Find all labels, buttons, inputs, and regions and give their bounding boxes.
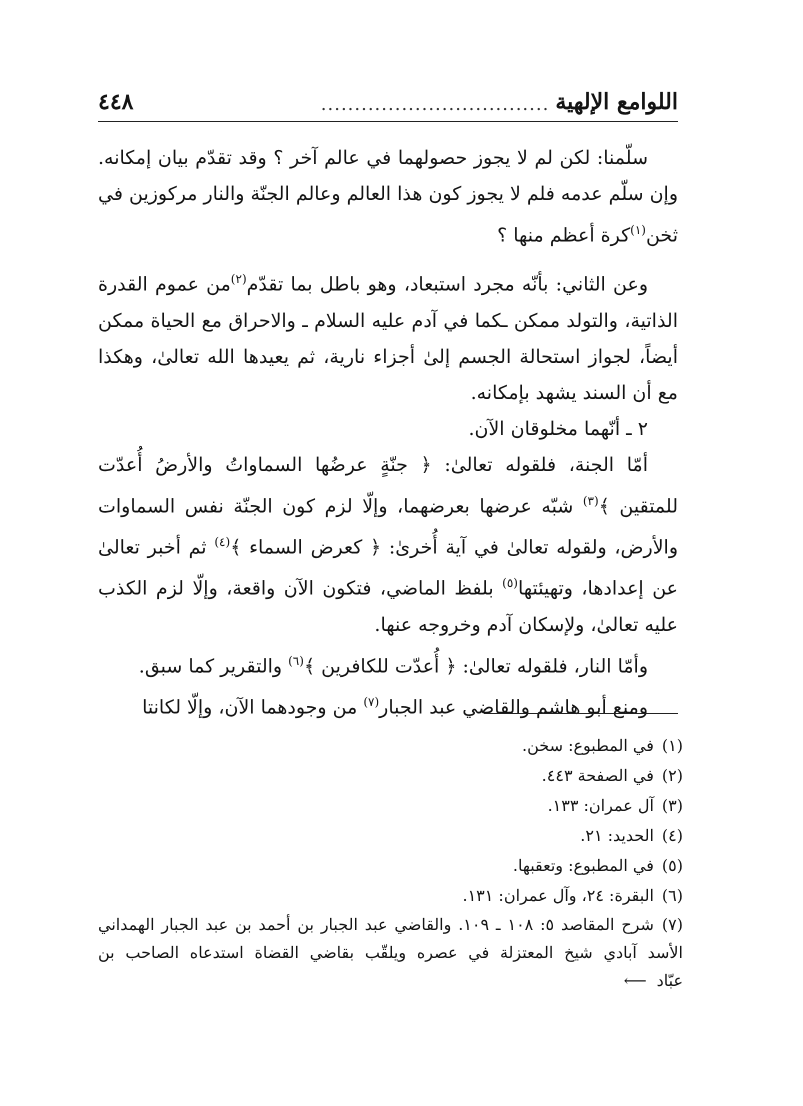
footnote-3	[98, 791, 683, 821]
footnote-separator	[484, 713, 678, 714]
paragraph-5	[98, 684, 678, 725]
paragraph-5-text-a: ومنع أبو هاشم والقاضي عبد الجبار	[379, 696, 648, 719]
footnote-6	[98, 881, 683, 911]
footnote-mark: (٦)	[661, 886, 683, 905]
footnote-ref-5[interactable]: (٥)	[502, 576, 518, 591]
paragraph-1-text: سلّمنا: لكن لم لا يجوز حصولهما في عالم آخر ؟ وقد تقدّم بيان إمكانه. وإن سلّم عدمه فلم لا يجوز كون هذا العالم وعالم الجنّة والنار مركوزين في ثخن	[98, 147, 678, 247]
paragraph-3	[98, 447, 678, 643]
footnote-ref-1[interactable]: (١)	[630, 223, 646, 237]
footnote-text: في المطبوع: سخن.	[522, 736, 654, 755]
page-number: ٤٤٨	[98, 89, 134, 115]
footnote-text: آل عمران: ١٣٣.	[547, 796, 654, 815]
footnote-mark: (١)	[661, 736, 683, 755]
paragraph-3-text-a: أمّا الجنة، فلقوله تعالىٰ: ﴿ جنّةٍ عرضُها السماواتُ والأرضُ أُعدّت للمتقين ﴾	[98, 453, 678, 517]
continuation-arrow-icon: ⟵	[623, 971, 647, 990]
header-title-group	[321, 89, 678, 115]
paragraph-4	[98, 643, 678, 684]
leader-dots: ..................................	[320, 94, 550, 115]
footnote-mark: (٢)	[661, 766, 683, 785]
paragraph-5-text-b: من وجودهما الآن، وإلّا لكانتا	[142, 696, 358, 719]
footnote-ref-3[interactable]: (٣)	[582, 493, 599, 508]
footnote-ref-4[interactable]: (٤)	[214, 534, 231, 549]
paragraph-2	[98, 261, 678, 410]
footnote-mark: (٥)	[661, 856, 683, 875]
footnote-text: الحديد: ٢١.	[580, 826, 654, 845]
paragraph-4-text-b: والتقرير كما سبق.	[138, 654, 283, 677]
footnote-4	[98, 821, 683, 851]
paragraph-2-text: وعن الثاني: بأنّه مجرد استبعاد، وهو باطل بما تقدّم	[246, 273, 649, 296]
footnote-text: في المطبوع: وتعقبها.	[512, 856, 654, 875]
footnote-mark: (٣)	[661, 796, 683, 815]
paragraph-3-text-b: شبّه عرضها بعرضهما، وإلّا لزم كون الجنّة نفس السماوات والأرض، ولقوله تعالىٰ في آية أُخرىٰ: ﴿ كعرض السماء ﴾	[98, 494, 678, 559]
footnote-2	[98, 761, 683, 791]
footnote-mark: (٤)	[661, 826, 683, 845]
footnote-text: في الصفحة ٤٤٣.	[541, 766, 654, 785]
running-header	[98, 86, 678, 122]
footnotes	[98, 731, 683, 995]
footnote-ref-7[interactable]: (٧)	[363, 694, 380, 709]
paragraph-2-end: من عموم القدرة الذاتية، والتولد ممكن ـكما في آدم عليه السلام ـ والاحراق مع الحياة ممكن أيضاً، لجواز استحالة الجسم إلىٰ أجزاء نارية، ثم يعيدها الله تعالىٰ، وهكذا مع أن السند يشهد بإمكانه.	[98, 273, 678, 404]
running-title: اللوامع الإلهية	[555, 89, 678, 115]
footnote-7	[98, 911, 683, 995]
footnote-ref-6[interactable]: (٦)	[288, 653, 304, 668]
footnote-ref-2[interactable]: (٢)	[230, 272, 247, 287]
main-text	[98, 140, 678, 725]
paragraph-3-text-d: بلفظ الماضي، فتكون الآن واقعة، وإلّا لزم الكذب عليه تعالىٰ، ولإسكان آدم وخروجه عنها.	[98, 577, 678, 636]
footnote-text: شرح المقاصد ٥: ١٠٨ ـ ١٠٩. والقاضي عبد الجبار بن أحمد بن عبد الجبار الهمداني الأسد آبادي شيخ المعتزلة في عصره ويلقّب بقاضي القضاة استدعاه الصاحب بن عبّاد	[98, 915, 683, 990]
footnote-5	[98, 851, 683, 881]
footnote-1	[98, 731, 683, 761]
footnote-mark: (٧)	[661, 915, 683, 934]
paragraph-4-text-a: وأمّا النار، فلقوله تعالىٰ: ﴿ أُعدّت للكافرين ﴾	[303, 654, 648, 677]
paragraph-1-end: كرة أعظم منها ؟	[497, 224, 631, 247]
paragraph-3-text-c: ثم أخبر تعالىٰ عن إعدادها، وتهيئتها	[98, 536, 678, 600]
footnote-text: البقرة: ٢٤، وآل عمران: ١٣١.	[462, 886, 654, 905]
point-2-heading: ٢ ـ أنّهما مخلوقان الآن.	[468, 417, 648, 440]
paragraph-1	[98, 140, 678, 253]
